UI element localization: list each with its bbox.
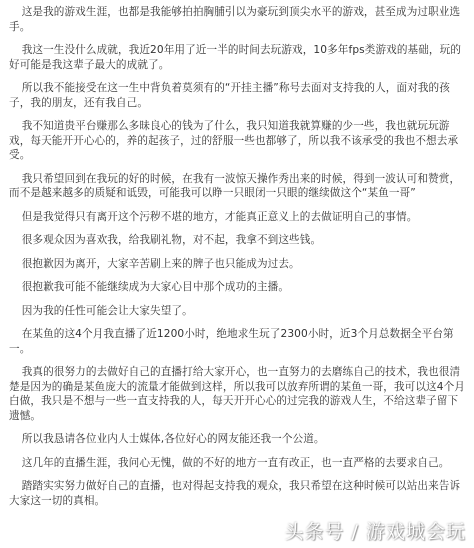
paragraph-2: 我这一生没什么成就，我近20年用了近一半的时间去玩游戏，10多年fps类游戏的基础，玩的好可能是我这辈子最大的成就了。: [9, 44, 462, 71]
paragraph-12: 我真的很努力的去做好自己的直播打给大家开心，也一直努力的去磨练自己的技术，我也很清楚是因为的确是某鱼庞大的流量才能做到这样，所以我可以放弃所谓的某鱼一哥，我可以这4个月白做，我只是不想与一些一直支持我的人，每天开开心心的过完我的游戏人生，不给这辈子留下遗憾。: [9, 366, 465, 422]
paragraph-13: 所以我恳请各位业内人士媒体,各位好心的网友能还我一个公道。: [21, 433, 325, 445]
paragraph-11: 在某鱼的这4个月我直播了近1200小时，绝地求生玩了2300小时，近3个月总数据全平台第一。: [9, 328, 454, 355]
paragraph-10: 因为我的任性可能会让大家失望了。: [21, 304, 193, 317]
paragraph-15: 踏踏实实努力做好自己的直播，也对得起支持我的观众，我只希望在这种时候可以站出来告诉大家这一切的真相。: [9, 480, 461, 507]
paragraph-6: 但是我觉得只有离开这个污秽不堪的地方，才能真正意义上的去做证明自己的事情。: [21, 210, 418, 223]
watermark: 头条号 / 游戏城会玩: [284, 521, 466, 543]
paragraph-14: 这几年的直播生涯，我问心无愧，做的不好的地方一直有改正，也一直严格的去要求自己。: [21, 456, 450, 469]
paragraph-7: 很多观众因为喜欢我，给我刷礼物，对不起，我拿不到这些钱。: [21, 234, 322, 246]
paragraph-8: 很抱歉因为离开，大家辛苦刷上来的牌子也只能成为过去。: [21, 257, 300, 270]
paragraph-1: 这是我的游戏生涯，也都是我能够拍拍胸脯引以为豪玩到顶尖水平的游戏，甚至成为过职业选手。: [9, 6, 461, 33]
paragraph-4: 我不知道贵平台赚那么多昧良心的钱为了什么，我只知道我就算赚的少一些，我也就玩玩游戏，每天能开开心心的，养的起孩子，过的舒服一些也都够了，所以我不该承受的我也不想去承受。: [9, 120, 459, 161]
paragraph-9: 很抱歉我可能不能继续成为大家心目中那个成功的主播。: [21, 281, 290, 293]
paragraph-5: 我只希望回到在我玩的好的时候，在我有一波惊天操作秀出来的时候，得到一波认可和赞赏，而不是越来越多的质疑和诋毁，可能我可以睁一只眼闭一只眼的继续做这个“某鱼一哥”: [9, 172, 461, 199]
paragraph-3: 所以我不能接受在这一生中背负着莫须有的“开挂主播”称号去面对支持我的人，面对我的孩子，我的朋友，还有我自己。: [9, 82, 450, 109]
